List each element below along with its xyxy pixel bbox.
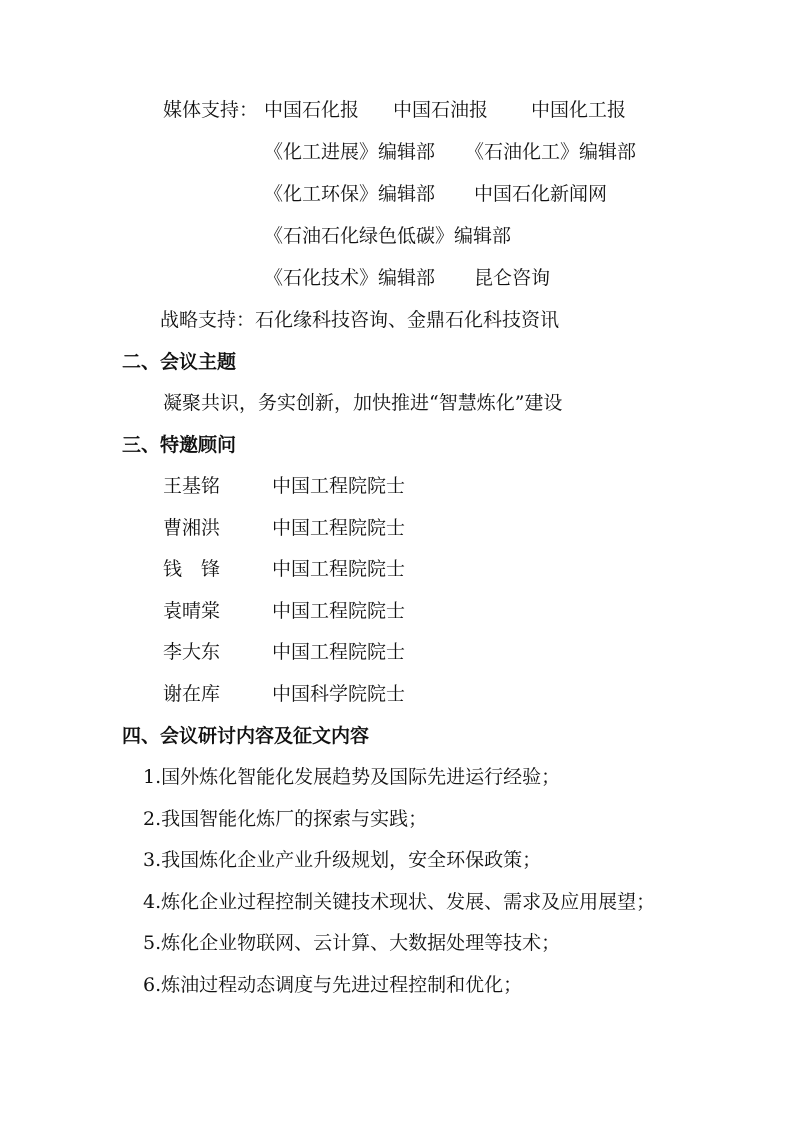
media-item: 中国石化报 (264, 99, 360, 121)
list-item: 2.我国智能化炼厂的探索与实践； (143, 808, 428, 830)
advisor-name: 谢在库 (163, 683, 221, 705)
media-item: 《石化技术》编辑部 (264, 267, 436, 289)
advisor-title: 中国工程院院士 (272, 558, 406, 580)
media-item: 中国石油报 (393, 99, 489, 121)
media-item: 《化工进展》编辑部 (264, 141, 436, 163)
advisor-title: 中国工程院院士 (272, 475, 406, 497)
advisor-name: 王基铭 (163, 475, 221, 497)
media-item: 《石油石化绿色低碳》编辑部 (264, 225, 512, 247)
media-item: 《石油化工》编辑部 (465, 141, 637, 163)
media-support-label: 媒体支持： (163, 99, 259, 121)
list-item: 6.炼油过程动态调度与先进过程控制和优化； (143, 974, 523, 996)
section-text: 凝聚共识，务实创新，加快推进“智慧炼化”建设 (163, 392, 563, 414)
advisor-name: 曹湘洪 (163, 517, 221, 539)
advisor-title: 中国工程院院士 (272, 517, 406, 539)
media-item: 中国化工报 (531, 99, 627, 121)
section-heading: 二、会议主题 (122, 351, 237, 373)
advisor-name: 袁晴棠 (163, 600, 221, 622)
strategic-support: 战略支持：石化缘科技咨询、金鼎石化科技资讯 (160, 309, 560, 331)
advisor-name: 李大东 (163, 641, 221, 663)
advisor-title: 中国工程院院士 (272, 641, 406, 663)
list-item: 3.我国炼化企业产业升级规划，安全环保政策； (143, 849, 542, 871)
media-item: 昆仑咨询 (474, 267, 551, 289)
section-heading: 四、会议研讨内容及征文内容 (122, 725, 370, 747)
list-item: 5.炼化企业物联网、云计算、大数据处理等技术； (143, 932, 561, 954)
advisor-title: 中国科学院院士 (272, 683, 406, 705)
list-item: 4.炼化企业过程控制关键技术现状、发展、需求及应用展望； (143, 891, 656, 913)
media-item: 《化工环保》编辑部 (264, 183, 436, 205)
section-heading: 三、特邀顾问 (122, 434, 237, 456)
list-item: 1.国外炼化智能化发展趋势及国际先进运行经验； (143, 766, 561, 788)
advisor-name: 钱 锋 (163, 558, 221, 580)
media-item: 中国石化新闻网 (474, 183, 608, 205)
advisor-title: 中国工程院院士 (272, 600, 406, 622)
